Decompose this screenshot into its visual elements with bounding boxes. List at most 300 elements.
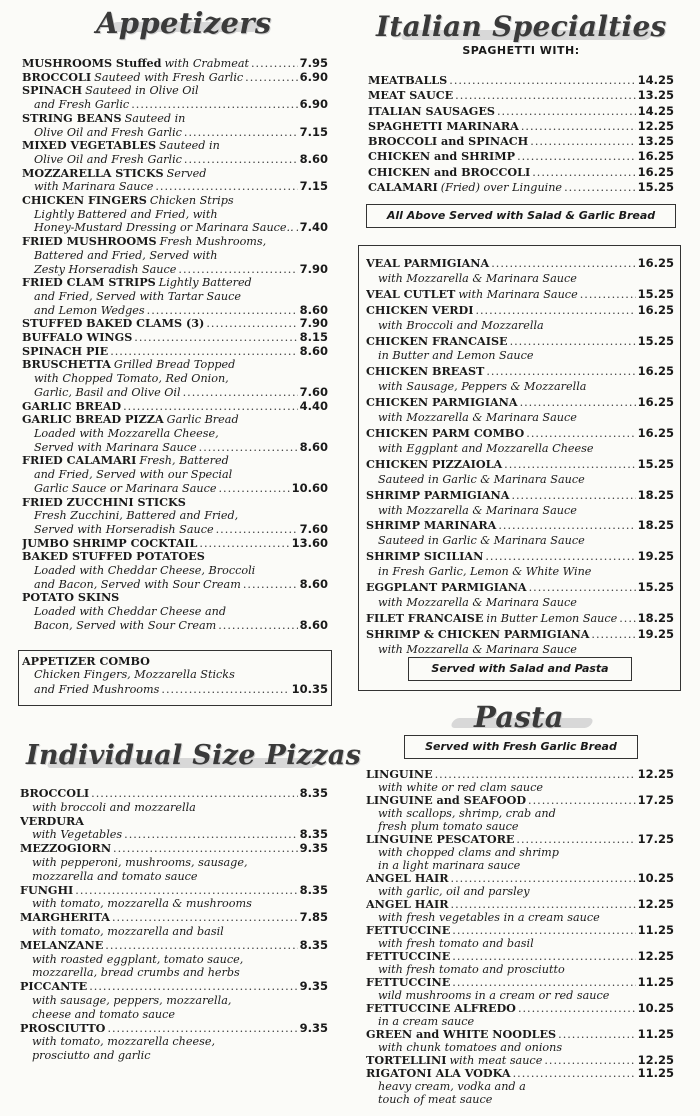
item-name: VEAL CUTLET — [366, 286, 456, 301]
menu-item — [366, 924, 674, 937]
menu-item-description — [366, 319, 674, 334]
menu-item — [22, 413, 328, 427]
item-description: with Crabmeat — [164, 57, 249, 70]
item-price: 8.60 — [299, 303, 328, 317]
entrees-note: Served with Salad and Pasta — [408, 657, 632, 681]
menu-item-description — [366, 963, 674, 976]
item-name: PICCANTE — [20, 980, 88, 994]
menu-item — [22, 550, 328, 564]
item-price: 9.35 — [299, 842, 328, 856]
dot-leader — [511, 1067, 636, 1080]
item-description: wild mushrooms in a cream or red sauce — [378, 989, 610, 1002]
menu-item-description — [366, 349, 674, 364]
menu-item-description — [366, 1093, 674, 1106]
italian-title: Italian Specialties — [376, 10, 667, 43]
dot-leader — [153, 180, 297, 194]
dot-leader — [249, 57, 298, 71]
menu-item — [22, 194, 328, 208]
item-description: Loaded with Mozzarella Cheese, — [34, 426, 219, 440]
item-description: Sauteed in Garlic & Marinara Sauce — [378, 472, 585, 486]
item-name: SPINACH — [22, 84, 83, 98]
dot-leader — [527, 581, 636, 596]
menu-item-description — [22, 304, 328, 318]
item-price: 7.60 — [299, 522, 328, 536]
menu-item — [366, 426, 674, 442]
item-price: 12.25 — [637, 950, 674, 963]
menu-item-description — [20, 870, 328, 884]
item-description: in a cream sauce — [378, 1015, 475, 1028]
item-description: Sauteed with Fresh Garlic — [94, 70, 244, 84]
menu-item-description — [22, 249, 328, 263]
menu-item — [366, 872, 674, 885]
item-description: Garlic, Basil and Olive Oil — [34, 385, 181, 399]
item-description: with chopped clams and shrimp — [378, 846, 559, 859]
dot-leader — [73, 884, 297, 898]
dot-leader — [562, 180, 636, 195]
dot-leader — [176, 263, 297, 277]
item-price: 16.25 — [637, 364, 674, 379]
menu-item — [22, 139, 328, 153]
item-name: ANGEL HAIR — [366, 872, 449, 885]
item-description: with pepperoni, mushrooms, sausage, — [32, 855, 248, 869]
menu-item-description — [366, 885, 674, 898]
item-description: Olive Oil and Fresh Garlic — [34, 125, 182, 139]
item-description: Lightly Battered — [158, 276, 252, 290]
menu-item-description — [22, 386, 328, 400]
menu-item-description — [20, 1049, 328, 1063]
item-name: CHICKEN and SHRIMP — [368, 149, 516, 164]
dot-leader — [145, 304, 298, 318]
menu-item-description — [366, 504, 674, 519]
menu-item-description — [366, 937, 674, 950]
item-name: CALAMARI — [368, 180, 438, 195]
item-name: PROSCIUTTO — [20, 1021, 106, 1035]
item-price: 8.35 — [299, 938, 328, 952]
menu-item — [368, 149, 674, 164]
dot-leader — [122, 828, 297, 842]
item-name: CHICKEN PARMIGIANA — [366, 395, 518, 410]
dot-leader — [214, 523, 298, 537]
item-price: 11.25 — [637, 1067, 674, 1080]
item-name: SHRIMP SICILIAN — [366, 549, 484, 564]
item-price: 13.60 — [291, 536, 328, 550]
item-description: with broccoli and mozzarella — [32, 800, 196, 814]
menu-item-description — [366, 411, 674, 426]
dot-leader — [433, 768, 636, 781]
dot-leader — [516, 1002, 636, 1015]
item-description: Sauteed in — [159, 139, 220, 153]
pizzas-title: Individual Size Pizzas — [26, 740, 362, 771]
menu-item-description — [20, 994, 328, 1008]
item-name: JUMBO SHRIMP COCKTAIL — [22, 536, 198, 550]
item-price: 6.90 — [299, 98, 328, 112]
item-description: with Eggplant and Mozzarella Cheese — [378, 441, 594, 455]
item-description: Olive Oil and Fresh Garlic — [34, 152, 182, 166]
item-price: 13.25 — [637, 134, 674, 149]
item-price: 9.35 — [299, 1021, 328, 1035]
menu-item-description — [22, 482, 328, 496]
menu-item-description — [22, 208, 328, 222]
dot-leader — [447, 73, 635, 88]
item-price: 17.25 — [637, 833, 674, 846]
menu-item — [22, 537, 328, 551]
dot-leader — [132, 331, 297, 345]
item-price: 8.60 — [299, 577, 328, 591]
item-description: with tomato, mozzarella and basil — [32, 924, 224, 938]
item-description: Grilled Bread Topped — [113, 358, 236, 372]
dot-leader — [617, 612, 635, 627]
item-name: FETTUCCINE — [366, 950, 451, 963]
item-price: 9.35 — [299, 980, 328, 994]
menu-item-description — [22, 578, 328, 592]
menu-item-description — [20, 897, 328, 911]
menu-item-description — [22, 441, 328, 455]
dot-leader — [514, 833, 635, 846]
menu-item-description — [22, 372, 328, 386]
item-description: Zesty Horseradish Sauce — [34, 262, 177, 276]
item-description: with Mozzarella & Marinara Sauce — [378, 411, 577, 425]
menu-item-description — [366, 534, 674, 549]
menu-item-description — [22, 509, 328, 523]
menu-item — [22, 57, 328, 71]
item-description: in Butter Lemon Sauce — [486, 611, 618, 625]
menu-item — [22, 71, 328, 85]
item-description: with Mozzarella & Marinara Sauce — [378, 595, 577, 609]
menu-item-description — [366, 442, 674, 457]
item-price: 17.25 — [637, 794, 674, 807]
item-description: Sauteed in Garlic & Marinara Sauce — [378, 534, 585, 548]
dot-leader — [528, 134, 635, 149]
menu-item — [20, 980, 328, 994]
dot-leader — [216, 482, 289, 496]
item-description: Chicken Strips — [149, 194, 234, 208]
item-description: Served with Horseradish Sauce — [34, 522, 214, 536]
item-price: 15.25 — [637, 286, 674, 301]
item-description: cheese and tomato sauce — [32, 1007, 176, 1021]
item-name: BROCCOLI and SPINACH — [368, 134, 529, 149]
item-price: 12.25 — [637, 768, 674, 781]
dot-leader — [484, 365, 635, 380]
item-name: SHRIMP MARINARA — [366, 518, 497, 533]
menu-item — [22, 400, 328, 414]
menu-item — [366, 627, 674, 643]
dot-leader — [502, 458, 635, 473]
dot-leader — [519, 119, 636, 134]
menu-item-description — [366, 807, 674, 820]
menu-item — [368, 165, 674, 180]
menu-item — [366, 1054, 674, 1067]
item-name: CHICKEN VERDI — [366, 302, 474, 317]
item-price: 18.25 — [637, 518, 674, 533]
menu-item — [368, 88, 674, 103]
item-description: in a light marinara sauce — [378, 859, 521, 872]
pizzas-list — [20, 787, 328, 1063]
item-description: mozzarella, bread crumbs and herbs — [32, 966, 240, 980]
item-price: 7.90 — [299, 262, 328, 276]
dot-leader — [216, 619, 297, 633]
dot-leader — [197, 537, 289, 551]
menu-item-description — [20, 801, 328, 815]
item-description: (Fried) over Linguine — [440, 181, 563, 195]
item-name: LINGUINE PESCATORE — [366, 833, 515, 846]
item-name: VERDURA — [20, 814, 84, 828]
item-description: and Fried, Served with Tartar Sauce — [34, 289, 241, 303]
dot-leader — [483, 550, 635, 565]
item-name: MELANZANE — [20, 938, 104, 952]
item-price: 8.35 — [299, 828, 328, 842]
item-price: 16.25 — [637, 149, 674, 164]
menu-item-description — [366, 565, 674, 580]
item-name: FRIED MUSHROOMS — [22, 235, 157, 249]
dot-leader — [473, 304, 635, 319]
item-description: with Broccoli and Mozzarella — [378, 318, 544, 332]
item-description: with Vegetables — [32, 828, 123, 842]
item-price: 16.25 — [637, 395, 674, 410]
item-description: Garlic Sauce or Marinara Sauce — [34, 481, 217, 495]
italian-list — [368, 73, 674, 195]
item-name: STUFFED BAKED CLAMS (3) — [22, 317, 205, 331]
item-description: with scallops, shrimp, crab and — [378, 807, 556, 820]
item-description: Sauteed in Olive Oil — [85, 84, 199, 98]
dot-leader — [508, 335, 636, 350]
menu-item — [22, 654, 328, 668]
item-price: 14.25 — [637, 73, 674, 87]
menu-item-description — [20, 925, 328, 939]
item-description: with Sausage, Peppers & Mozzarella — [378, 380, 587, 394]
dot-leader — [111, 842, 298, 856]
item-description: and Fresh Garlic — [34, 98, 130, 112]
item-name: CHICKEN BREAST — [366, 364, 485, 379]
item-description: with tomato, mozzarella cheese, — [32, 1035, 216, 1049]
menu-item-description — [366, 846, 674, 859]
menu-item — [22, 235, 328, 249]
item-name: RIGATONI ALA VODKA — [366, 1067, 511, 1080]
dot-leader — [524, 427, 635, 442]
item-name: GARLIC BREAD — [22, 399, 122, 413]
item-name: BROCCOLI — [22, 70, 92, 84]
item-name: TORTELLINI — [366, 1054, 447, 1067]
menu-item-description — [366, 781, 674, 794]
item-price: 10.35 — [291, 682, 328, 696]
item-description: and Fried Mushrooms — [34, 683, 160, 696]
item-price: 7.85 — [299, 911, 328, 925]
menu-item — [20, 815, 328, 829]
item-name: MEATBALLS — [368, 73, 448, 87]
item-price: 10.25 — [637, 872, 674, 885]
dot-leader — [526, 794, 636, 807]
item-price: 8.15 — [299, 331, 328, 345]
menu-item-description — [22, 290, 328, 304]
item-name: CHICKEN FRANCAISE — [366, 333, 508, 348]
menu-item — [368, 134, 674, 149]
menu-item — [368, 119, 674, 134]
menu-item — [366, 768, 674, 781]
menu-item — [22, 358, 328, 372]
item-description: with meat sauce — [449, 1054, 543, 1067]
dot-leader — [197, 441, 298, 455]
item-description: Battered and Fried, Served with — [34, 248, 218, 262]
item-description: with Mozzarella & Marinara Sauce — [378, 642, 577, 656]
menu-item — [366, 580, 674, 596]
item-name: LINGUINE and SEAFOOD — [366, 794, 527, 807]
item-price: 8.60 — [299, 344, 328, 358]
item-description: with fresh vegetables in a cream sauce — [378, 911, 600, 924]
item-name: FUNGHI — [20, 883, 74, 897]
item-price: 12.25 — [637, 118, 674, 133]
menu-item-description — [22, 98, 328, 112]
item-price: 13.25 — [637, 88, 674, 103]
menu-item — [20, 884, 328, 898]
menu-item-description — [366, 272, 674, 287]
item-description: Served with Marinara Sauce — [34, 440, 197, 454]
menu-item — [22, 454, 328, 468]
dot-leader — [449, 898, 636, 911]
menu-item-description — [22, 682, 328, 697]
item-price: 6.90 — [299, 70, 328, 84]
item-name: FILET FRANCAISE — [366, 610, 484, 625]
menu-item-description — [366, 643, 674, 658]
dot-leader — [105, 1022, 297, 1036]
menu-item-description — [366, 1041, 674, 1054]
menu-item — [366, 303, 674, 319]
menu-item — [366, 1002, 674, 1015]
item-price: 15.25 — [637, 333, 674, 348]
dot-leader — [556, 1028, 635, 1041]
menu-item-description — [22, 126, 328, 140]
item-name: MEZZOGIORN — [20, 842, 112, 856]
item-price: 19.25 — [637, 549, 674, 564]
item-name: GARLIC BREAD PIZZA — [22, 413, 164, 427]
italian-subtitle: SPAGHETTI WITH: — [462, 44, 580, 57]
item-name: LINGUINE — [366, 768, 433, 781]
menu-item-description — [22, 619, 328, 633]
item-description: and Fried, Served with our Special — [34, 468, 233, 482]
menu-item — [20, 787, 328, 801]
dot-leader — [182, 153, 298, 167]
item-price: 16.25 — [637, 256, 674, 270]
menu-item — [20, 911, 328, 925]
item-price: 16.25 — [637, 425, 674, 440]
menu-item — [366, 898, 674, 911]
item-description: Honey-Mustard Dressing or Marinara Sauce.. — [34, 221, 294, 235]
dot-leader — [542, 1054, 635, 1067]
item-price: 15.25 — [637, 456, 674, 471]
italian-note: All Above Served with Salad & Garlic Bread — [366, 204, 676, 228]
dot-leader — [241, 578, 298, 592]
item-name: SHRIMP PARMIGIANA — [366, 487, 510, 502]
item-name: BRUSCHETTA — [22, 358, 111, 372]
item-description: with fresh tomato and prosciutto — [378, 963, 565, 976]
menu-item — [368, 104, 674, 119]
dot-leader — [453, 88, 635, 103]
item-price: 8.60 — [299, 618, 328, 632]
dot-leader — [181, 386, 298, 400]
menu-item — [20, 939, 328, 953]
item-price: 7.40 — [299, 221, 328, 235]
item-description: Garlic Bread — [166, 413, 239, 427]
item-name: SPAGHETTI MARINARA — [368, 118, 519, 133]
entrees-list — [366, 256, 674, 658]
dot-leader — [121, 400, 298, 414]
menu-item — [22, 167, 328, 181]
item-description: Served — [166, 166, 207, 180]
menu-item — [366, 950, 674, 963]
dot-leader — [449, 872, 636, 885]
dot-leader — [589, 628, 635, 643]
menu-item-description — [22, 221, 328, 235]
menu-item — [366, 794, 674, 807]
item-description: with Mozzarella & Marinara Sauce — [378, 503, 577, 517]
item-name: CHICKEN PIZZAIOLA — [366, 456, 503, 471]
menu-item — [366, 457, 674, 473]
appetizer-combo-list — [22, 654, 328, 697]
dot-leader — [518, 396, 636, 411]
menu-item — [22, 112, 328, 126]
item-description: mozzarella and tomato sauce — [32, 869, 198, 883]
menu-item — [366, 518, 674, 534]
dot-leader — [204, 317, 297, 331]
item-price: 18.25 — [637, 610, 674, 625]
item-price: 8.60 — [299, 440, 328, 454]
item-name: CHICKEN FINGERS — [22, 194, 147, 208]
menu-item-description — [366, 911, 674, 924]
item-name: MIXED VEGETABLES — [22, 139, 157, 153]
menu-item-description — [20, 966, 328, 980]
item-description: Loaded with Cheddar Cheese and — [34, 605, 226, 619]
menu-item-description — [20, 1035, 328, 1049]
dot-leader — [495, 104, 636, 119]
menu-item — [22, 591, 328, 605]
item-name: VEAL PARMIGIANA — [366, 256, 490, 270]
item-name: FETTUCCINE — [366, 924, 451, 937]
menu-item-description — [22, 523, 328, 537]
item-description: in Fresh Garlic, Lemon & White Wine — [378, 565, 592, 579]
menu-item-description — [22, 668, 328, 682]
menu-item-description — [366, 1080, 674, 1093]
item-description: Sauteed in — [124, 111, 186, 125]
menu-item — [366, 833, 674, 846]
item-price: 11.25 — [637, 976, 674, 989]
dot-leader — [87, 980, 297, 994]
menu-item — [366, 488, 674, 504]
menu-item — [20, 842, 328, 856]
menu-item — [366, 611, 674, 627]
menu-item-description — [22, 427, 328, 441]
pasta-note: Served with Fresh Garlic Bread — [404, 735, 638, 759]
menu-item-description — [20, 1008, 328, 1022]
item-description: Loaded with Cheddar Cheese, Broccoli — [34, 564, 256, 578]
item-name: APPETIZER COMBO — [22, 654, 150, 668]
menu-item-description — [22, 468, 328, 482]
menu-item — [368, 180, 674, 195]
item-name: BROCCOLI — [20, 787, 90, 800]
menu-item — [366, 287, 674, 303]
item-price: 7.60 — [299, 385, 328, 399]
item-name: CHICKEN PARM COMBO — [366, 425, 525, 440]
menu-item — [366, 1028, 674, 1041]
item-description: Fresh Mushrooms, — [159, 235, 267, 249]
item-price: 11.25 — [637, 1028, 674, 1041]
item-description: with chunk tomatoes and onions — [378, 1041, 563, 1054]
item-price: 14.25 — [637, 103, 674, 118]
item-name: ANGEL HAIR — [366, 898, 449, 911]
menu-item-description — [366, 859, 674, 872]
item-description: and Lemon Wedges — [34, 303, 145, 317]
menu-item — [22, 331, 328, 345]
menu-item-description — [22, 180, 328, 194]
item-description: Chicken Fingers, Mozzarella Sticks — [34, 668, 235, 681]
item-description: Fresh, Battered — [139, 454, 229, 468]
